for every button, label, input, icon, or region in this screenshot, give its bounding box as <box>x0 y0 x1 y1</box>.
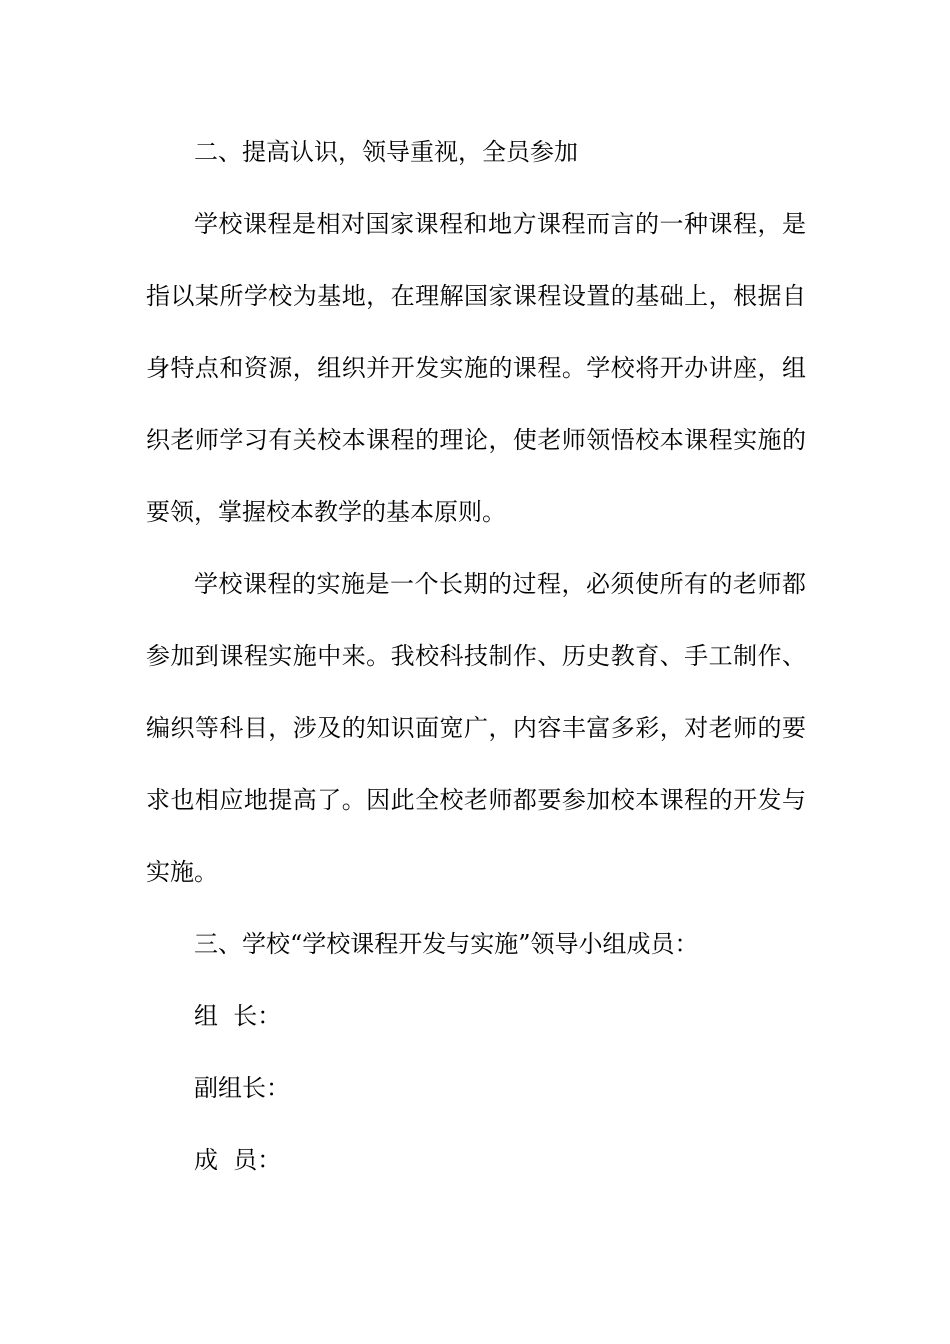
section-heading-3: 三、学校“学校课程开发与实施”领导小组成员： <box>194 930 699 958</box>
paragraph-2-line-4: 求也相应地提高了。因此全校老师都要参加校本课程的开发与 <box>146 786 806 814</box>
paragraph-2-line-1: 学校课程的实施是一个长期的过程，必须使所有的老师都 <box>194 570 806 598</box>
section-heading-2: 二、提高认识，领导重视，全员参加 <box>194 138 578 166</box>
paragraph-1-line-3: 身特点和资源，组织并开发实施的课程。学校将开办讲座，组 <box>146 354 806 382</box>
role-deputy-leader: 副组长： <box>194 1074 290 1102</box>
role-leader: 组 长： <box>194 1002 282 1030</box>
paragraph-2-line-5: 实施。 <box>146 858 218 886</box>
role-members: 成 员： <box>194 1146 282 1174</box>
paragraph-1-line-5: 要领，掌握校本教学的基本原则。 <box>146 498 506 526</box>
paragraph-2-line-3: 编织等科目，涉及的知识面宽广，内容丰富多彩，对老师的要 <box>146 714 806 742</box>
document-body <box>146 128 806 1208</box>
paragraph-1-line-2: 指以某所学校为基地，在理解国家课程设置的基础上，根据自 <box>146 282 806 310</box>
paragraph-1-line-4: 织老师学习有关校本课程的理论，使老师领悟校本课程实施的 <box>146 426 806 454</box>
paragraph-1-line-1: 学校课程是相对国家课程和地方课程而言的一种课程，是 <box>194 210 806 238</box>
paragraph-2-line-2: 参加到课程实施中来。我校科技制作、历史教育、手工制作、 <box>146 642 806 670</box>
